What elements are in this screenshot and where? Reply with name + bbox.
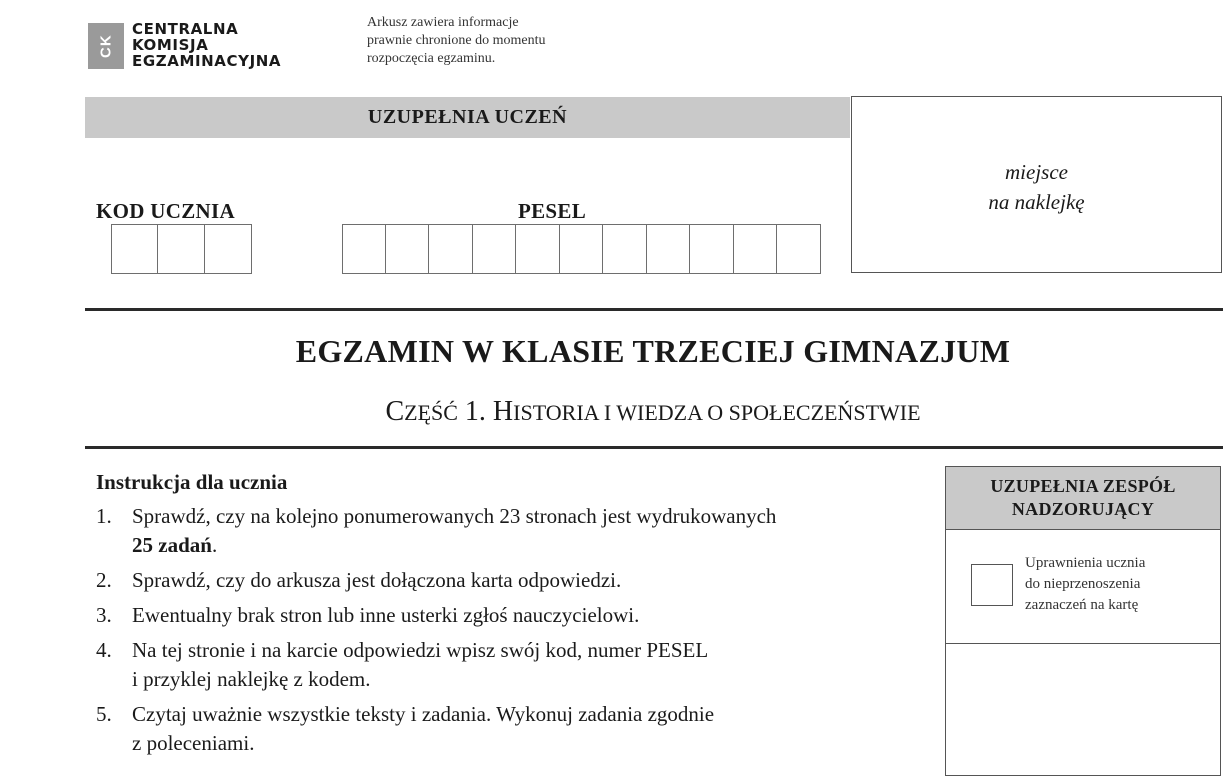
instruction-number: 2. [96,568,112,592]
checkbox-label-line-2: do nieprzenoszenia [1025,576,1141,592]
divider-bottom [85,446,1223,449]
pesel-cell[interactable] [429,224,473,274]
subtitle-number: 1. [457,396,493,427]
instruction-item [96,566,936,595]
supervisor-section-header [946,467,1220,530]
checkbox-label-line-3: zaznaczeń na kartę [1025,597,1139,613]
instruction-text: Sprawdź, czy do arkusza jest dołączona karta odpowiedzi. [132,568,622,592]
pesel-cell[interactable] [690,224,734,274]
pesel-cell[interactable] [516,224,560,274]
instructions-heading: Instrukcja dla ucznia [96,470,288,494]
sticker-placeholder [851,96,1222,273]
pesel-cell[interactable] [386,224,430,274]
instruction-item [96,502,936,560]
confidentiality-notice [367,14,545,68]
instruction-number: 5. [96,702,112,726]
student-section-header: UZUPEŁNIA UCZEŃ [85,97,850,138]
cke-logo-icon: CK [88,23,124,69]
checkbox-label [1025,553,1145,616]
notice-line-1: Arkusz zawiera informacje [367,15,519,30]
student-code-cell[interactable] [205,224,252,274]
logo-line-2: KOMISJA [132,36,209,54]
divider-top [85,308,1223,311]
institution-name [132,21,281,69]
instructions-list [96,502,936,764]
exam-title: EGZAMIN W KLASIE TRZECIEJ GIMNAZJUM [295,333,1011,369]
student-code-cell[interactable] [158,224,205,274]
instruction-text: Na tej stronie i na karcie odpowiedzi wpisz swój kod, numer PESEL i przyklej naklejkę z kodem. [132,638,709,691]
exam-subtitle [0,396,1223,428]
pesel-cell[interactable] [647,224,691,274]
checkbox-label-line-1: Uprawnienia ucznia [1025,555,1146,571]
pesel-cell[interactable] [473,224,517,274]
no-transfer-permission-checkbox[interactable] [971,564,1013,606]
notice-line-2: prawnie chronione do momentu [367,33,546,48]
subtitle-cap-2: H [492,396,514,427]
instruction-number: 1. [96,504,112,528]
student-code-cell[interactable] [111,224,158,274]
supervisor-head-line-2: NADZORUJĄCY [1011,499,1155,519]
pesel-cell[interactable] [777,224,821,274]
notice-line-3: rozpoczęcia egzaminu. [367,51,496,66]
instruction-text-end: . [211,533,218,557]
subtitle-cap-1: C [385,396,405,427]
sticker-line-1: miejsce [1005,160,1068,184]
instruction-item [96,700,936,758]
pesel-label: PESEL [518,199,587,223]
supervisor-head-line-1: UZUPEŁNIA ZESPÓŁ [990,476,1176,496]
student-code-field[interactable] [111,224,252,274]
instruction-text: Ewentualny brak stron lub inne usterki zgłoś nauczycielowi. [132,603,640,627]
subtitle-part-2: ISTORIA I WIEDZA O SPOŁECZEŃSTWIE [513,400,921,425]
logo-line-1: CENTRALNA [132,20,239,38]
pesel-field[interactable] [342,224,821,274]
instruction-text: Czytaj uważnie wszystkie teksty i zadania. Wykonuj zadania zgodnie z poleceniami. [132,702,715,755]
instruction-item [96,601,936,630]
instruction-text-main: Sprawdź, czy na kolejno ponumerowanych 23 stronach jest wydrukowanych [132,504,777,528]
supervisor-section [945,466,1221,776]
pesel-cell[interactable] [342,224,386,274]
pesel-cell[interactable] [560,224,604,274]
instruction-text-bold: 25 zadań [132,533,212,557]
sticker-line-2: na naklejkę [988,190,1085,214]
instruction-number: 4. [96,638,112,662]
instruction-text [132,502,776,560]
subtitle-part-1: ZĘŚĆ [404,400,458,425]
pesel-cell[interactable] [734,224,778,274]
instruction-item [96,636,936,694]
logo-line-3: EGZAMINACYJNA [132,52,282,70]
instruction-number: 3. [96,603,112,627]
supervisor-checkbox-row [946,530,1220,644]
student-code-label: KOD UCZNIA [96,199,235,223]
pesel-cell[interactable] [603,224,647,274]
